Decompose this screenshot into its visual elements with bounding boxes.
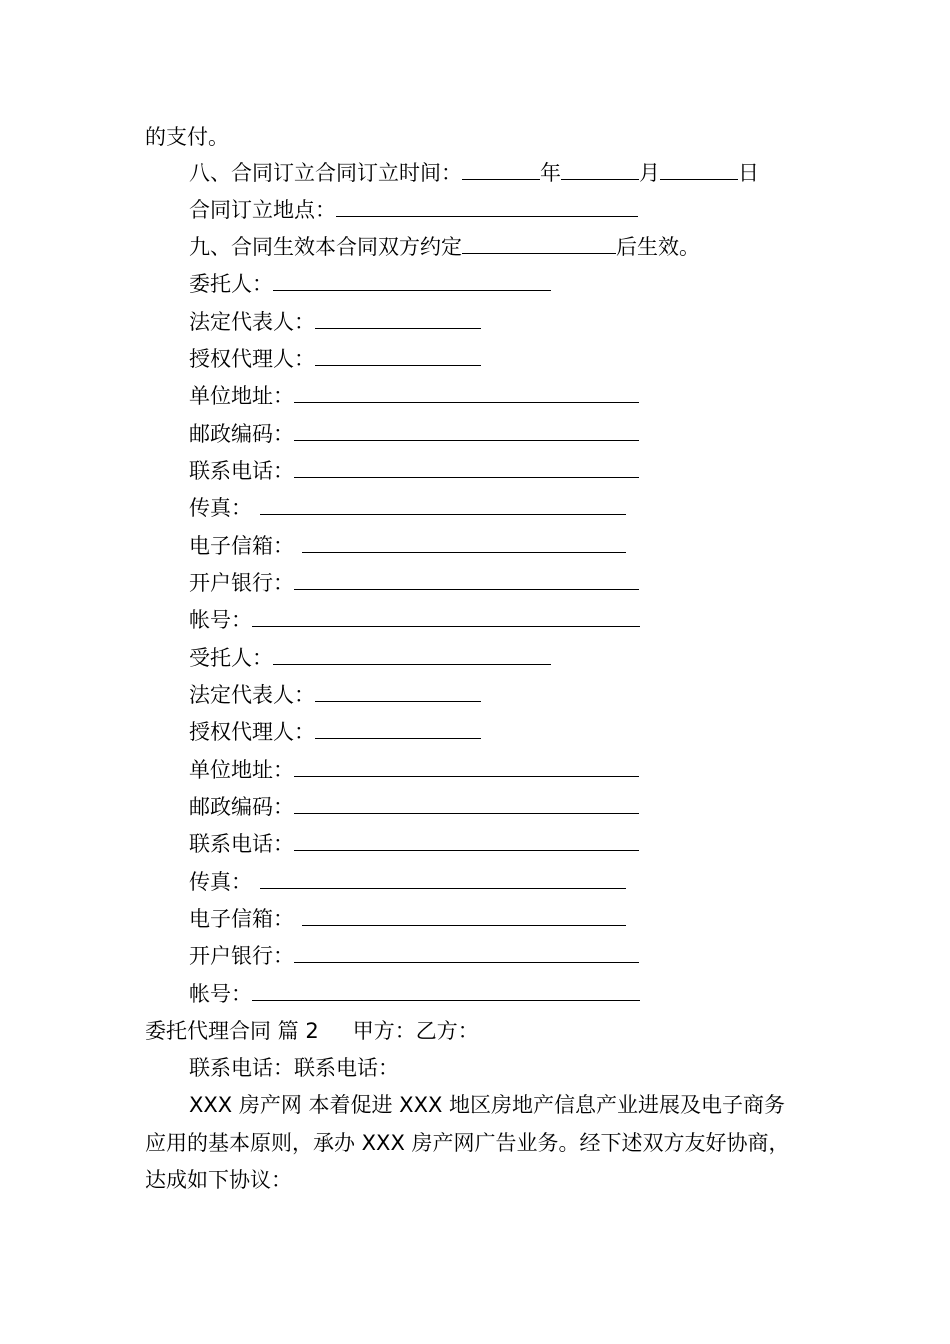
line-text: 应用的基本原则，承办 XXX 房产网广告业务。经下述双方友好协商，	[145, 1131, 790, 1155]
field-label: 开户银行：	[189, 944, 294, 968]
field-label: 邮政编码：	[189, 422, 294, 446]
field-blank	[273, 271, 551, 291]
field-label: 传真：	[189, 496, 252, 520]
section-heading-line	[145, 1018, 479, 1044]
field-label: 授权代理人：	[189, 347, 315, 371]
agent-line	[189, 645, 551, 671]
line-text: 九、合同生效本合同双方约定	[189, 235, 462, 259]
place-blank	[336, 197, 638, 217]
field-label: 邮政编码：	[189, 795, 294, 819]
line-text: 达成如下协议：	[145, 1168, 292, 1192]
field-label: 帐号：	[189, 608, 252, 632]
bank-line	[189, 570, 639, 596]
phones-line	[189, 1055, 399, 1081]
field-blank	[302, 533, 626, 553]
phone-line	[189, 458, 639, 484]
field-blank	[315, 346, 481, 366]
field-blank	[252, 981, 640, 1001]
paragraph-line	[189, 1092, 785, 1118]
contract-effective-line	[189, 234, 700, 260]
authorized-agent-line	[189, 719, 481, 745]
contract-date-line	[189, 160, 759, 186]
section-heading: 委托代理合同 篇 2	[145, 1019, 319, 1043]
year-label: 年	[540, 161, 561, 185]
field-label: 联系电话：	[189, 459, 294, 483]
address-line	[189, 757, 639, 783]
text-line	[145, 124, 229, 150]
authorized-agent-line	[189, 346, 481, 372]
year-blank	[462, 160, 540, 180]
field-blank	[260, 869, 626, 889]
month-label: 月	[639, 161, 660, 185]
field-label: 单位地址：	[189, 384, 294, 408]
fax-line	[189, 495, 626, 521]
field-blank	[302, 906, 626, 926]
effective-blank	[462, 234, 616, 254]
field-label: 法定代表人：	[189, 310, 315, 334]
field-blank	[315, 309, 481, 329]
field-blank	[294, 458, 639, 478]
line-text: 联系电话：联系电话：	[189, 1056, 399, 1080]
paragraph-line	[145, 1130, 790, 1156]
field-blank	[252, 607, 640, 627]
field-label: 联系电话：	[189, 832, 294, 856]
bank-line	[189, 943, 639, 969]
legal-rep-line	[189, 682, 481, 708]
field-label: 法定代表人：	[189, 683, 315, 707]
field-blank	[315, 682, 481, 702]
field-blank	[294, 831, 639, 851]
field-blank	[294, 794, 639, 814]
field-label: 单位地址：	[189, 758, 294, 782]
fax-line	[189, 869, 626, 895]
postcode-line	[189, 794, 639, 820]
field-blank	[294, 570, 639, 590]
line-text: 合同订立地点：	[189, 198, 336, 222]
field-label: 电子信箱：	[189, 534, 294, 558]
email-line	[189, 906, 626, 932]
line-text: 八、合同订立合同订立时间：	[189, 161, 462, 185]
principal-line	[189, 271, 551, 297]
field-blank	[273, 645, 551, 665]
field-label: 授权代理人：	[189, 720, 315, 744]
line-text: XXX 房产网 本着促进 XXX 地区房地产信息产业进展及电子商务	[189, 1093, 786, 1117]
address-line	[189, 383, 639, 409]
field-label: 传真：	[189, 870, 252, 894]
postcode-line	[189, 421, 639, 447]
day-blank	[660, 160, 738, 180]
field-blank	[315, 719, 481, 739]
field-blank	[294, 421, 639, 441]
contract-place-line	[189, 197, 638, 223]
parties-label: 甲方：乙方：	[352, 1019, 479, 1043]
field-blank	[294, 943, 639, 963]
legal-rep-line	[189, 309, 481, 335]
day-label: 日	[738, 161, 759, 185]
field-label: 帐号：	[189, 982, 252, 1006]
line-text: 后生效。	[616, 235, 700, 259]
field-label: 电子信箱：	[189, 907, 294, 931]
paragraph-line	[145, 1167, 292, 1193]
month-blank	[561, 160, 639, 180]
field-blank	[294, 757, 639, 777]
field-label: 受托人：	[189, 646, 273, 670]
account-line	[189, 981, 640, 1007]
field-label: 委托人：	[189, 272, 273, 296]
account-line	[189, 607, 640, 633]
email-line	[189, 533, 626, 559]
field-blank	[260, 495, 626, 515]
field-blank	[294, 383, 639, 403]
field-label: 开户银行：	[189, 571, 294, 595]
line-text: 的支付。	[145, 125, 229, 149]
phone-line	[189, 831, 639, 857]
